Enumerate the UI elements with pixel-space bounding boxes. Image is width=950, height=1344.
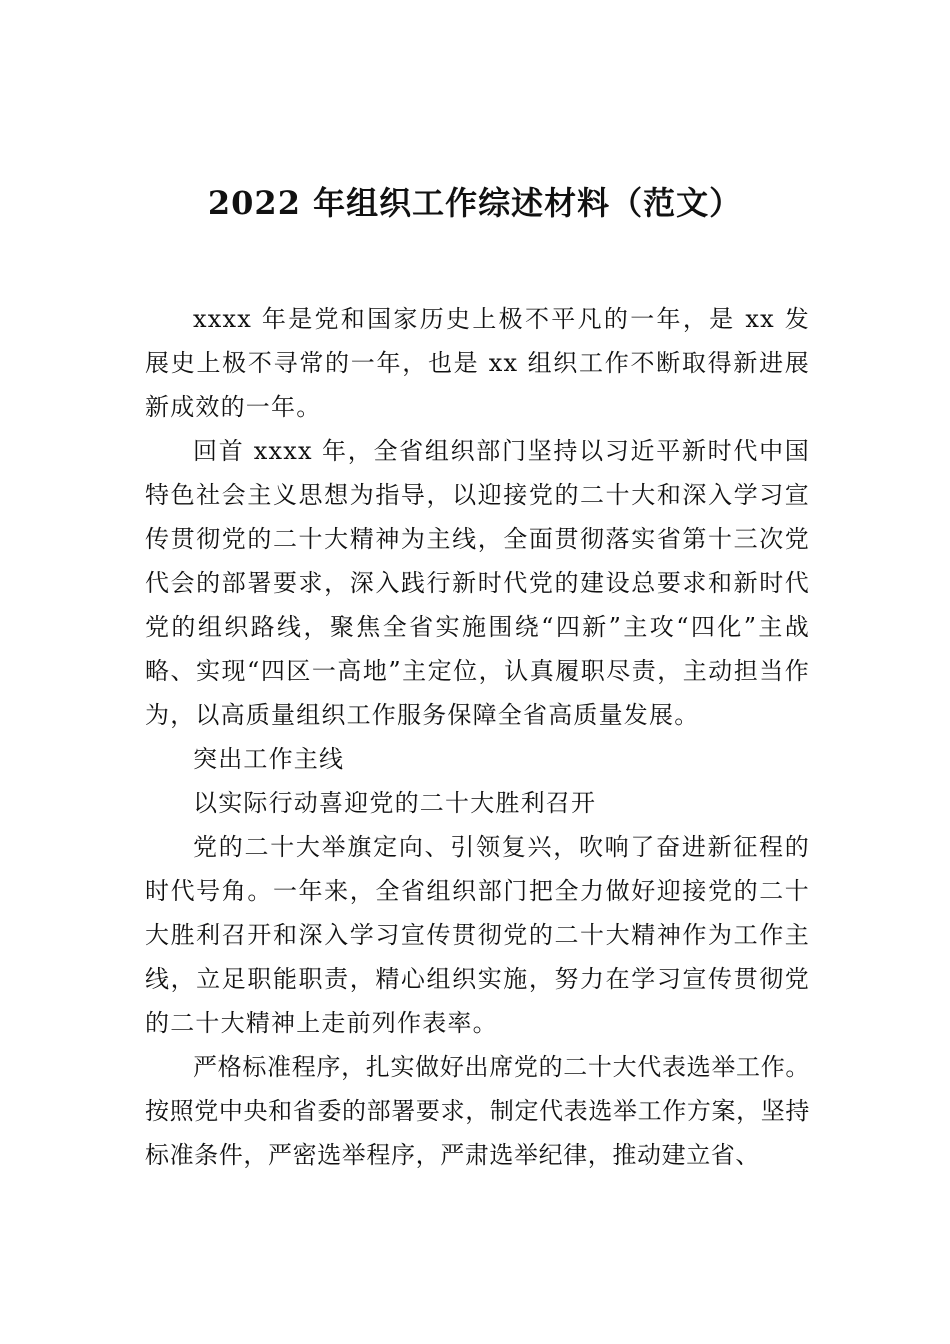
paragraph-intro: xxxx 年是党和国家历史上极不平凡的一年，是 xx 发展史上极不寻常的一年，也是 xx 组织工作不断取得新进展新成效的一年。 — [145, 305, 810, 421]
paragraph-review: 回首 xxxx 年，全省组织部门坚持以习近平新时代中国特色社会主义思想为指导，以迎接党的二十大和深入学习宣传贯彻党的二十大精神为主线，全面贯彻落实省第十三次党代会的部署要求，深入践行新时代党的建设总要求和新时代党的组织路线，聚焦全省实施围绕“四新”主攻“四化”主战略、实现“四区一高地”主定位，认真履职尽责，主动担当作为，以高质量组织工作服务保障全省高质量发展。 — [145, 437, 810, 729]
document-body — [145, 297, 810, 1177]
paragraph-election: 严格标准程序，扎实做好出席党的二十大代表选举工作。按照党中央和省委的部署要求，制定代表选举工作方案，坚持标准条件，严密选举程序，严肃选举纪律，推动建立省、 — [145, 1053, 810, 1169]
section-heading: 突出工作主线 — [193, 745, 345, 773]
subsection-heading: 以实际行动喜迎党的二十大胜利召开 — [193, 789, 597, 817]
paragraph-main-line: 党的二十大举旗定向、引领复兴，吹响了奋进新征程的时代号角。一年来，全省组织部门把全力做好迎接党的二十大胜利召开和深入学习宣传贯彻党的二十大精神作为工作主线，立足职能职责，精心组织实施，努力在学习宣传贯彻党的二十大精神上走前列作表率。 — [145, 833, 810, 1037]
document-title: 2022 年组织工作综述材料（范文） — [207, 184, 743, 222]
